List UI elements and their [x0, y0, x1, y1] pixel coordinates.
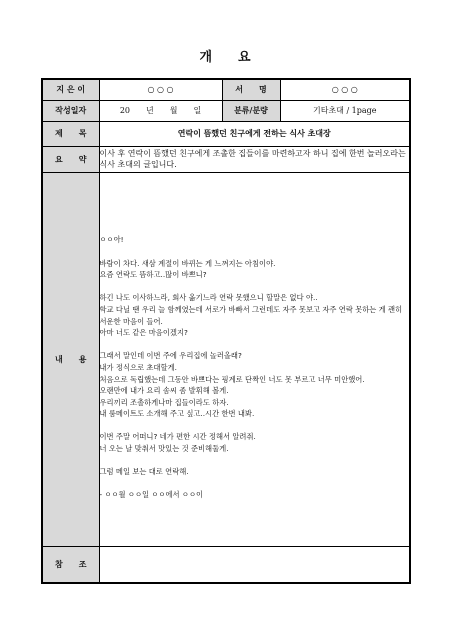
category-value[interactable]: 기타초대 / 1page [280, 100, 410, 121]
letter-paragraph [100, 431, 410, 454]
letter-line: 아마 너도 같은 마음이겠지? [99, 328, 188, 338]
letter-paragraph [100, 466, 410, 478]
reference-label: 참 조 [42, 546, 99, 583]
overview-form [41, 78, 411, 584]
content-row [42, 172, 410, 546]
letter-line: - ㅇㅇ월 ㅇㅇ일 ㅇㅇ에서 ㅇㅇ이 [99, 490, 204, 500]
author-label: 지 은 이 [42, 79, 99, 100]
letter-line: 내 룸메이트도 소개해 주고 싶고..시간 한번 내봐. [99, 409, 255, 419]
letter-line: 처음으로 독립했는데 그동안 바쁘다는 핑계로 단짝인 너도 못 부르고 너무 미안했어. [99, 374, 365, 384]
summary-row [42, 146, 410, 172]
summary-label: 요 약 [42, 146, 99, 172]
summary-value[interactable]: 이사 후 연락이 뜸했던 친구에게 조촐한 집들이를 마련하고자 하니 집에 한번 놀러오라는 식사 초대의 글입니다. [99, 146, 410, 172]
letter-paragraph [100, 234, 410, 246]
author-row [42, 79, 410, 100]
letter-paragraph [100, 258, 410, 281]
letter-line: 오랜만에 내가 요리 솜씨 좀 발휘해 볼게. [99, 386, 229, 396]
letter-line: 우리끼리 조촐하게나마 집들이라도 하자. [99, 397, 229, 407]
title-right: 요 [238, 50, 251, 65]
letter-text [100, 234, 410, 501]
subject-value[interactable]: 연락이 뜸했던 친구에게 전하는 식사 초대장 [99, 121, 410, 146]
subject-row [42, 121, 410, 146]
letter-paragraph [100, 489, 410, 501]
subject-label: 제 목 [42, 121, 99, 146]
reference-row [42, 546, 410, 583]
letter-line: 그럼 메일 보는 대로 연락해. [99, 467, 189, 477]
content-body[interactable] [99, 172, 410, 546]
letter-line: 이번 주말 어떠니? 네가 편한 시간 정해서 알려줘. [99, 432, 256, 442]
letter-line: 하긴 나도 이사하느라, 회사 옮기느라 연락 못했으니 할말은 없다 야.. [99, 293, 318, 303]
signature-label: 서 명 [222, 79, 280, 100]
title-left: 개 [199, 50, 212, 65]
letter-line: 학교 다닐 땐 우리 늘 함께였는데 서로가 바빠서 그런데도 자주 못보고 자주 연락 못하는 게 괜히 서운한 마음이 들어. [99, 304, 405, 326]
letter-line: 요즘 연락도 뜸하고..많이 바쁘니? [99, 270, 207, 280]
date-value[interactable]: 20 년 월 일 [99, 100, 222, 121]
date-row [42, 100, 410, 121]
document-title [0, 46, 450, 65]
letter-line: 내가 정식으로 초대할게. [99, 362, 177, 372]
date-label: 작성일자 [42, 100, 99, 121]
letter-paragraph [100, 350, 410, 420]
signature-value[interactable]: ○ ○ ○ [280, 79, 410, 100]
content-label: 내 용 [42, 172, 99, 546]
letter-line: ㅇㅇ아! [99, 235, 124, 245]
author-value[interactable]: ○ ○ ○ [99, 79, 222, 100]
letter-line: 너 오는 날 맞춰서 맛있는 것 준비해둘게. [99, 444, 229, 454]
reference-value[interactable] [99, 546, 410, 583]
letter-line: 바람이 차다. 새삼 계절이 바뀌는 게 느껴지는 아침이야. [99, 258, 276, 268]
letter-paragraph [100, 292, 410, 338]
letter-line: 그래서 말인데 이번 주에 우리집에 놀러올래? [99, 351, 242, 361]
category-label: 분류/분량 [222, 100, 280, 121]
